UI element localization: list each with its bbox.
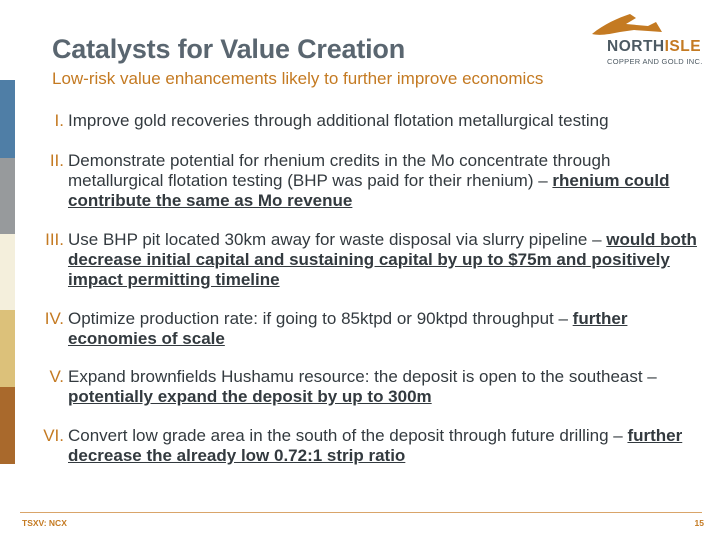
list-item	[20, 309, 700, 349]
list-numeral: IV.	[44, 309, 64, 328]
list-item-highlight: further decrease the already low 0.72:1 strip ratio	[68, 426, 683, 465]
list-item	[20, 367, 700, 407]
sidebar-bar-blue	[0, 80, 15, 158]
list-item	[20, 111, 700, 131]
catalyst-list	[20, 111, 700, 466]
sidebar-bar-cream	[0, 234, 15, 310]
slide-title: Catalysts for Value Creation	[52, 34, 406, 64]
list-numeral: III.	[45, 230, 64, 249]
sidebar-bar-tan	[0, 310, 15, 387]
list-numeral: II.	[49, 151, 64, 170]
sidebar-bar-gray	[0, 158, 15, 234]
footer-divider	[20, 512, 702, 513]
list-item-highlight: potentially expand the deposit by up to 300m	[68, 387, 432, 406]
list-item-text: Optimize production rate: if going to 85ktpd or 90ktpd throughput – further economies of scale	[68, 309, 628, 348]
sidebar-bar-brown	[0, 387, 15, 464]
list-item-highlight: rhenium could contribute the same as Mo revenue	[68, 171, 670, 210]
list-item-text: Expand brownfields Hushamu resource: the deposit is open to the southeast – potentially expand the deposit by up to 300m	[68, 367, 657, 406]
page-number: 15	[694, 518, 704, 528]
list-numeral: V.	[49, 367, 64, 386]
list-item	[20, 230, 700, 290]
logo-wordmark: NORTHISLE	[607, 38, 702, 55]
footer-ticker: TSXV: NCX	[22, 518, 67, 528]
slide-subtitle: Low-risk value enhancements likely to further improve economics	[52, 69, 544, 88]
list-item-text: Improve gold recoveries through additional flotation metallurgical testing	[68, 111, 609, 130]
list-item-text: Convert low grade area in the south of the deposit through future drilling – further decrease the already low 0.72:1 strip ratio	[68, 426, 683, 465]
list-numeral: I.	[54, 111, 64, 130]
logo-tagline: COPPER AND GOLD INC.	[607, 57, 703, 66]
list-item	[20, 426, 700, 466]
list-item	[20, 151, 700, 211]
list-numeral: VI.	[43, 426, 64, 445]
list-item-highlight: would both decrease initial capital and sustaining capital by up to $75m and positively impact permitting timeline	[68, 230, 697, 289]
list-item-highlight: further economies of scale	[68, 309, 628, 348]
list-item-text: Demonstrate potential for rhenium credits in the Mo concentrate through metallurgical flotation testing (BHP was paid for their rhenium) – rhenium could contribute the same as Mo revenue	[68, 151, 670, 210]
list-item-text: Use BHP pit located 30km away for waste disposal via slurry pipeline – would both decrease initial capital and sustaining capital by up to $75m and positively impact permitting timeline	[68, 230, 697, 289]
